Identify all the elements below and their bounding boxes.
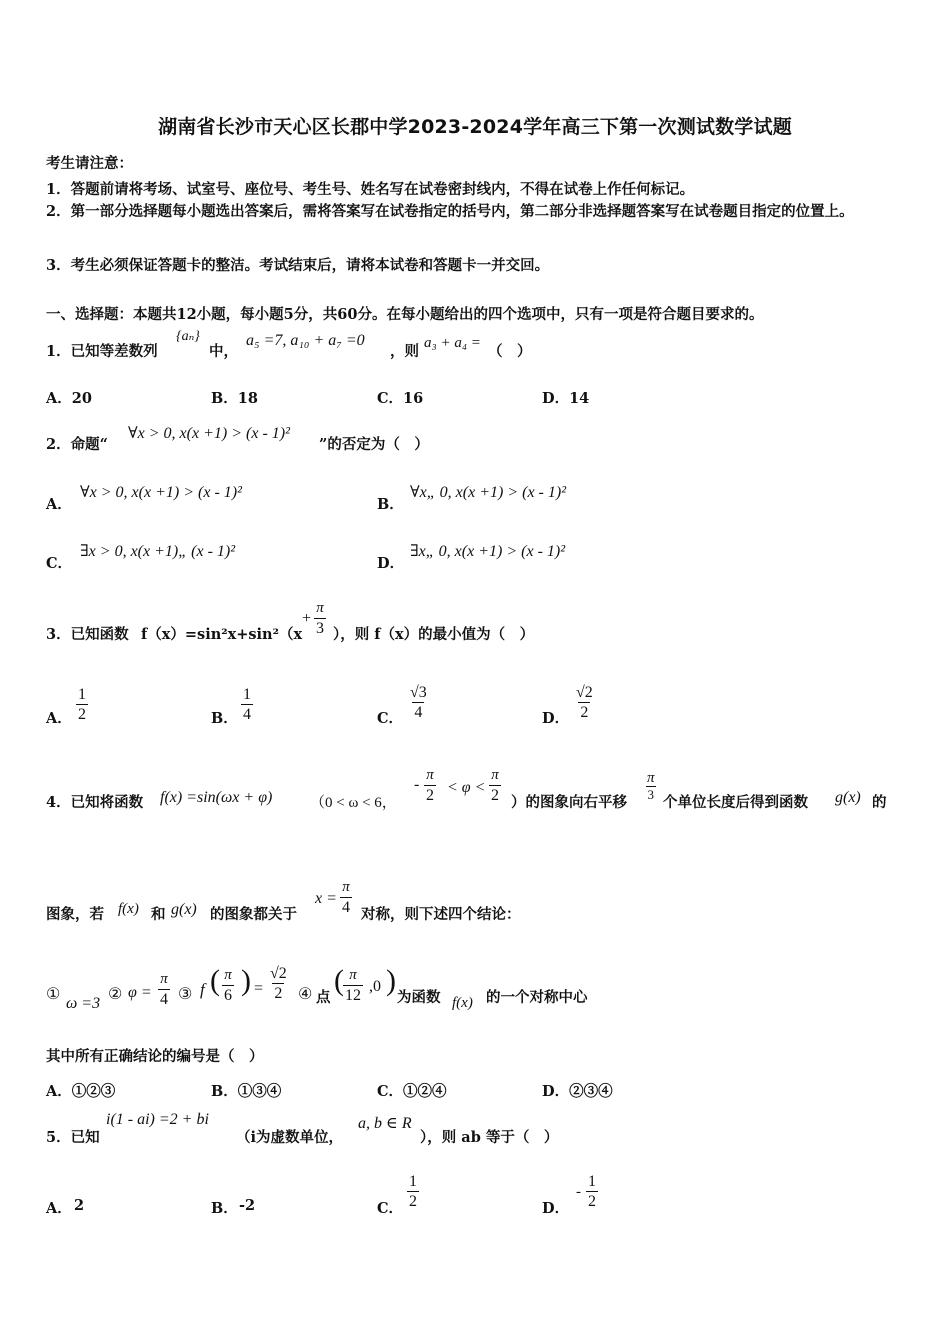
q4-pi-c: π [647,770,655,786]
q4-f: f(x) [118,901,139,917]
q2-tail: ”的否定为（ ） [319,436,429,453]
q4-units: 个单位长度后得到函数 [663,794,808,811]
q1-option-d[interactable]: D．14 [542,390,590,407]
q3-option-d-label[interactable]: D． [542,710,570,727]
q4-option-b[interactable]: B．①③④ [211,1083,282,1100]
q4-option-c[interactable]: C．①②④ [377,1083,447,1100]
q3-pi-over-3 [314,599,326,638]
q1-option-a[interactable]: A．20 [46,390,92,407]
q4-pi-e: π [160,971,168,987]
q4-pi-over-6 [222,966,234,1005]
q5-option-c-num: 1 [409,1173,417,1190]
q3-plus: + [302,610,312,627]
q4-eq: = [254,980,264,997]
q5-option-d-num: 1 [588,1173,596,1190]
q5-equation: i(1 - ai) =2 + bi [106,1111,209,1128]
q5-tail: ），则 ab 等于（ ） [420,1129,559,1146]
q4-prefix: 4．已知将函数 [46,794,144,811]
q4-pi-a: π [426,767,434,783]
q2-option-c-expr[interactable]: ∃x > 0, x(x +1)„ (x - 1)² [80,543,236,560]
q1-option-b[interactable]: B．18 [211,390,258,407]
q3-option-c-num: √3 [410,684,427,701]
q4-sqrt2-over-2 [268,964,289,1003]
q2-option-d-expr[interactable]: ∃x„ 0, x(x +1) > (x - 1)² [410,543,566,560]
q3-function: f（x）=sin²x+sin²（x [141,626,303,643]
q5-option-d-den: 2 [588,1193,596,1210]
q4-option-d[interactable]: D．②③④ [542,1083,613,1100]
q3-option-b-num: 1 [243,686,251,703]
q4-twelve: 12 [345,987,361,1004]
q4-two-a: 2 [426,787,434,804]
q5-option-b-value[interactable]: -2 [239,1197,256,1214]
q4-minus-pi-over-2 [424,766,436,805]
q4-zero: ,0 [369,978,381,995]
q5-option-c-value[interactable] [407,1172,419,1211]
q5-option-c-label[interactable]: C． [377,1200,404,1217]
notice-item-3: 3．考生必须保证答题卡的整洁。考试结束后，请将本试卷和答题卡一并交回。 [46,257,550,274]
q4-c4: ④ [298,986,313,1003]
q3-option-d-value[interactable] [574,683,595,722]
q5-option-c-den: 2 [409,1193,417,1210]
q4-pi-over-2 [489,766,501,805]
q4-line2a: 图象，若 [46,906,104,923]
q1-prefix: 1．已知等差数列 [46,343,158,360]
q4-function: f(x) =sin(ωx + φ) [160,789,273,806]
q2-option-a-expr[interactable]: ∀x > 0, x(x +1) > (x - 1)² [80,484,242,501]
q4-line2b: 的图象都关于 [210,906,297,923]
q4-pi-over-12 [343,966,363,1005]
q2-option-b-expr[interactable]: ∀x„ 0, x(x +1) > (x - 1)² [410,484,566,501]
q4-c3: ③ [178,986,193,1003]
q4-four-b: 4 [160,991,168,1008]
q4-he: 和 [151,906,166,923]
q4-phi-value [158,970,170,1009]
q4-option-a[interactable]: A．①②③ [46,1083,116,1100]
q4-g-2: g(x) [171,901,197,918]
q5-option-a-label[interactable]: A． [46,1200,72,1217]
q4-pi-f: π [224,967,232,983]
q4-dian: 点 [316,989,331,1006]
notice-item-2: 2．第一部分选择题每小题选出答案后，需将答案写在试卷指定的括号内，第二部分非选择题答案写在试卷题目指定的位置上。 [46,203,854,220]
q4-range: （0 < ω < 6， [310,795,397,811]
q5-option-d-neg[interactable]: - [576,1184,581,1200]
q4-which: 其中所有正确结论的编号是（ ） [46,1048,264,1065]
q4-three: 3 [647,787,654,802]
q3-option-a-den: 2 [78,706,86,723]
q4-phi: φ = [128,984,152,1001]
q4-center: 的一个对称中心 [486,989,588,1006]
q4-c1: ① [46,986,61,1003]
q4-inequality: < φ < [447,779,486,796]
section-heading: 一、选择题：本题共12小题，每小题5分，共60分。在每小题给出的四个选项中，只有一项是符合题目要求的。 [46,306,764,323]
q4-f3: f [200,980,205,999]
q4-pi-d: π [342,879,350,895]
q1-seq: {aₙ} [176,329,200,344]
q4-lparen-a: ( [210,964,220,997]
q3-option-d-den: 2 [580,704,589,721]
q3-option-c-label[interactable]: C． [377,710,404,727]
q4-pi-over-3 [645,771,657,802]
q4-pi-over-4 [340,878,352,917]
q4-minus: - [414,776,420,793]
q4-de: 的 [872,794,887,811]
q3-option-a-num: 1 [78,686,86,703]
q5-option-a-value[interactable]: 2 [74,1197,85,1214]
q4-rparen-a: ) [241,964,251,997]
q4-x-eq: x = [315,890,337,907]
q2-proposition: ∀x > 0, x(x +1) > (x - 1)² [128,425,290,442]
q5-option-b-label[interactable]: B． [211,1200,238,1217]
q3-option-b-label[interactable]: B． [211,710,238,727]
q3-option-c-den: 4 [414,704,423,721]
q3-prefix: 3．已知函数 [46,626,129,643]
q2-option-d-label[interactable]: D． [377,555,405,572]
q1-condition: a₅ =7, a₁₀ + a₇ =0 [246,332,365,349]
question-1 [46,340,158,361]
q1-ask: a₃ + a₄ = [424,335,481,351]
q4-four: 4 [342,899,350,916]
q4-omega: ω =3 [66,995,101,1012]
notice-heading: 考生请注意： [46,155,133,172]
q4-two-c: 2 [274,985,283,1002]
q3-option-a-label[interactable]: A． [46,710,72,727]
q2-option-c-label[interactable]: C． [46,555,73,572]
q1-option-c[interactable]: C．16 [377,390,424,407]
q4-c2: ② [108,986,123,1003]
q5-option-d-value[interactable] [586,1172,598,1211]
q3-option-b-value[interactable] [241,685,253,724]
q4-shift-text: ）的图象向右平移 [511,794,627,811]
q5-imag: （i为虚数单位， [236,1129,344,1146]
q4-f-2: f(x) [452,995,473,1011]
q3-option-b-den: 4 [243,706,251,723]
q5-ab: a, b ∈ R [358,1115,412,1132]
q4-two-b: 2 [491,787,499,804]
q3-pi: π [316,600,324,616]
q3-tail: ），则 f（x）的最小值为（ ） [333,626,535,643]
page-title: 湖南省长沙市天心区长郡中学2023-2024学年高三下第一次测试数学试题 [158,116,792,138]
q4-sym: 对称，则下述四个结论： [361,906,521,923]
q4-lparen-b: ( [334,964,344,997]
q4-pi-b: π [491,767,499,783]
q2-option-b-label[interactable]: B． [377,496,404,513]
q3-option-c-value[interactable] [408,683,429,722]
q1-paren: （ ） [488,343,532,360]
q4-pi-g: π [349,967,357,983]
q4-g: g(x) [835,789,861,806]
q5-prefix: 5．已知 [46,1129,100,1146]
q4-sqrt2: √2 [270,965,287,982]
q3-option-a-value[interactable] [76,685,88,724]
q1-tail: ，则 [390,343,419,360]
notice-item-1: 1．答题前请将考场、试室号、座位号、考生号、姓名写在试卷密封线内，不得在试卷上作任何标记。 [46,181,695,198]
q1-mid: 中， [209,343,238,360]
q2-option-a-label[interactable]: A． [46,496,72,513]
q3-three: 3 [316,620,324,637]
q5-option-d-label[interactable]: D． [542,1200,570,1217]
q4-rparen-b: ) [386,964,396,997]
q3-option-d-num: √2 [576,684,593,701]
q4-six: 6 [224,987,232,1004]
q2-prefix: 2．命题“ [46,436,108,453]
q4-forfunc: 为函数 [397,989,441,1006]
